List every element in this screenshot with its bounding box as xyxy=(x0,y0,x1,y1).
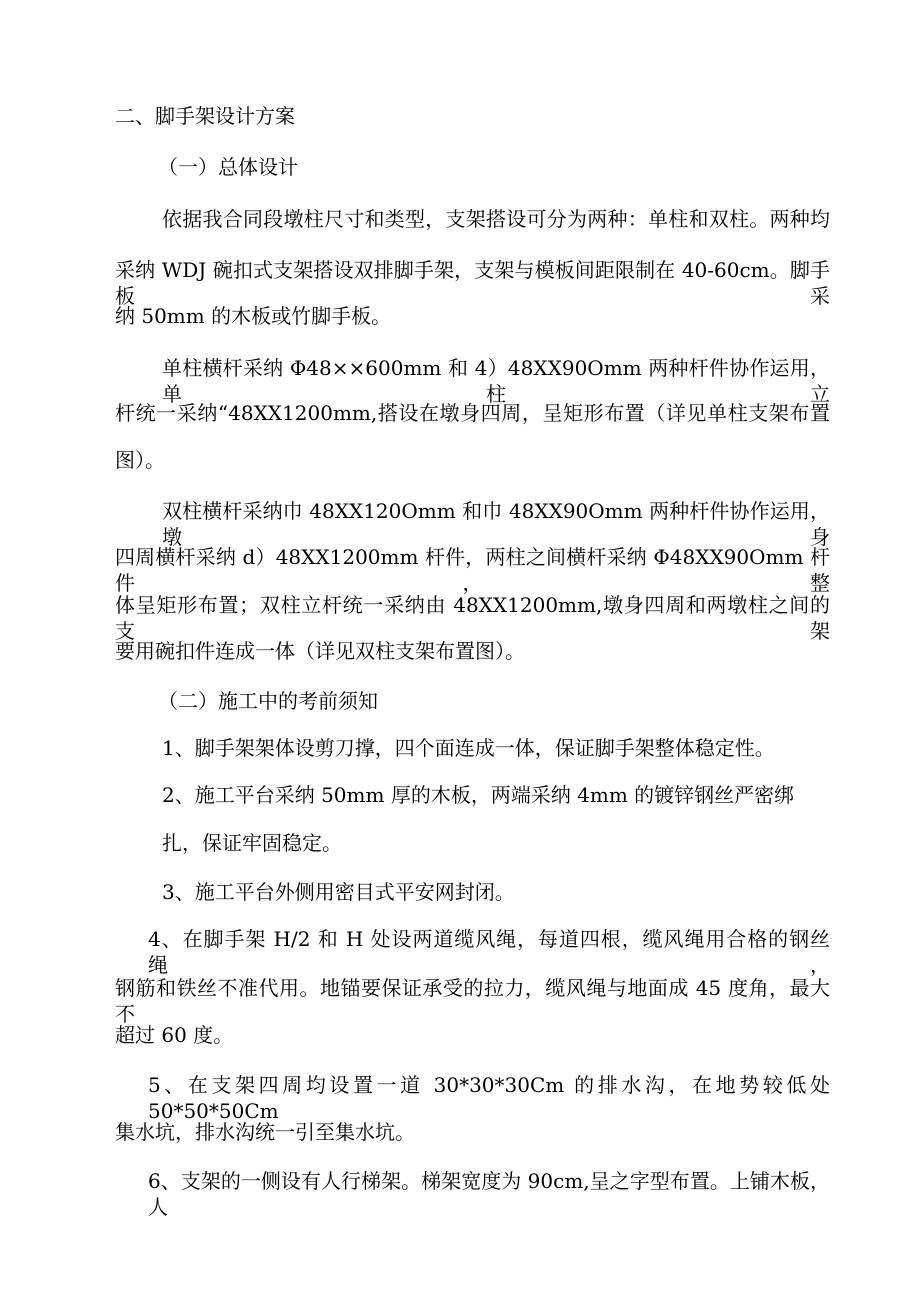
list-item-1: 1、脚手架架体设剪刀撑，四个面连成一体，保证脚手架整体稳定性。 xyxy=(162,736,775,760)
paragraph-1-line-3: 纳 50mm 的木板或竹脚手板。 xyxy=(115,304,392,328)
paragraph-1-line-1: 依据我合同段墩柱尺寸和类型，支架搭设可分为两种：单柱和双柱。两种均 xyxy=(162,207,830,231)
paragraph-2-line-2: 杆统一采纳“48XX1200mm,搭设在墩身四周，呈矩形布置（详见单柱支架布置 xyxy=(115,401,830,425)
list-item-6-line-1: 6、支架的一侧设有人行梯架。梯架宽度为 90cm,呈之字型布置。上铺木板，人 xyxy=(148,1169,830,1219)
paragraph-3-line-3: 体呈矩形布置；双柱立杆统一采纳由 48XX1200mm,墩身四周和两墩柱之间的支架 xyxy=(115,593,830,643)
list-item-2-line-1: 2、施工平台采纳 50mm 厚的木板，两端采纳 4mm 的镀锌钢丝严密绑 xyxy=(162,783,795,807)
paragraph-3-line-2: 四周横杆采纳 d）48XX1200mm 杆件，两柱之间横杆采纳 Φ48XX90Omm 杆件，整 xyxy=(115,545,830,595)
list-item-3: 3、施工平台外侧用密目式平安网封闭。 xyxy=(162,880,515,904)
paragraph-3-line-1: 双柱横杆采纳巾 48XX120Omm 和巾 48XX90Omm 两种杆件协作运用，墩身 xyxy=(162,499,830,549)
paragraph-3-line-4: 要用碗扣件连成一体（详见双柱支架布置图）。 xyxy=(115,639,525,663)
list-item-5-line-2: 集水坑，排水沟统一引至集水坑。 xyxy=(115,1120,415,1144)
paragraph-2-line-1: 单柱横杆采纳 Φ48××600mm 和 4）48XX90Omm 两种杆件协作运用，单柱立 xyxy=(162,356,830,406)
list-item-4-line-3: 超过 60 度。 xyxy=(115,1023,234,1047)
list-item-2-line-2: 扎，保证牢固稳定。 xyxy=(162,831,342,855)
paragraph-1-line-2: 采纳 WDJ 碗扣式支架搭设双排脚手架，支架与模板间距限制在 40-60cm。脚手板采 xyxy=(115,258,830,308)
paragraph-2-line-3: 图）。 xyxy=(115,448,165,472)
list-item-5-line-1: 5、在支架四周均设置一道 30*30*30Cm 的排水沟，在地势较低处 50*50*50Cm xyxy=(148,1073,830,1123)
section-heading: 二、脚手架设计方案 xyxy=(115,104,295,128)
list-item-4-line-2: 钢筋和铁丝不准代用。地锚要保证承受的拉力，缆风绳与地面成 45 度角，最大不 xyxy=(115,976,830,1026)
list-item-4-line-1: 4、在脚手架 H/2 和 H 处设两道缆风绳，每道四根，缆风绳用合格的钢丝绳， xyxy=(148,927,830,977)
sub-heading-overall-design: （一）总体设计 xyxy=(158,155,298,179)
sub-heading-precautions: （二）施工中的考前须知 xyxy=(158,689,378,713)
